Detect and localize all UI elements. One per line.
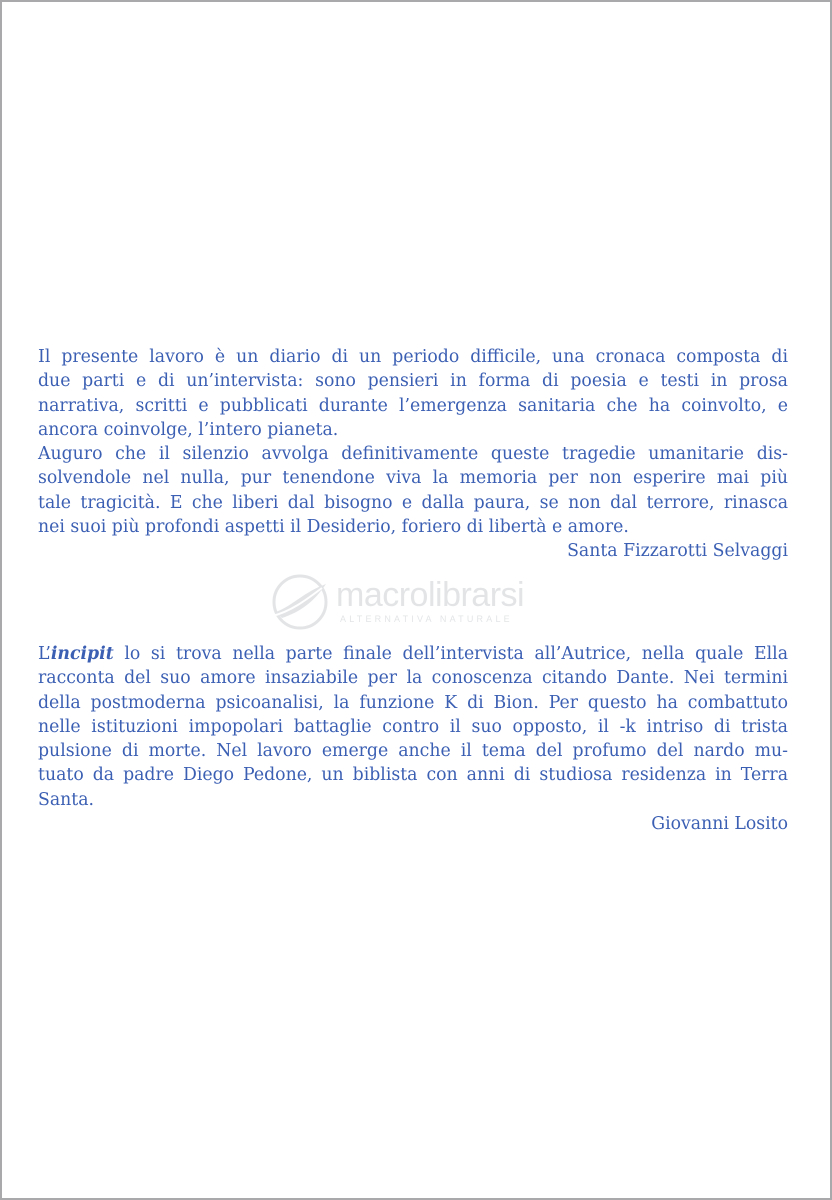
incipit-line-rest: lo si trova nella parte finale dell’intervista all’Autrice, nella quale Ella: [113, 644, 788, 664]
paragraph-2-line: solvendole nel nulla, pur tenendone viva la memoria per non esperire mai più: [38, 468, 788, 489]
watermark-tagline: ALTERNATIVA NATURALE: [340, 614, 513, 624]
paragraph-3-line: della postmoderna psicoanalisi, la funzione K di Bion. Per questo ha combattuto: [38, 692, 788, 713]
intro-text-block: [38, 345, 788, 564]
paragraph-1-line: ancora coinvolge, l’intero pianeta.: [38, 419, 339, 440]
paragraph-1-line: due parti e di un’intervista: sono pensieri in forma di poesia e testi in prosa: [38, 371, 788, 392]
paragraph-2-line: tale tragicità. E che liberi dal bisogno e dalla paura, se non dal terrore, rinasca: [38, 492, 788, 513]
watermark-name: macrolibrarsi: [336, 576, 525, 614]
author-signature-2: Giovanni Losito: [651, 814, 788, 835]
incipit-text-block: [38, 642, 788, 836]
paragraph-1-line: Il presente lavoro è un diario di un periodo difficile, una cronaca composta di: [38, 347, 788, 367]
paragraph-3-line: tuato da padre Diego Pedone, un biblista con anni di studiosa residenza in Terra: [38, 765, 788, 786]
paragraph-3-line: pulsione di morte. Nel lavoro emerge anche il tema del profumo del nardo mu-: [38, 741, 788, 762]
paragraph-3-line: nelle istituzioni impopolari battaglie contro il suo opposto, il -k intriso di trista: [38, 716, 788, 737]
paragraph-3-line: [38, 642, 788, 666]
paragraph-3-line: Santa.: [38, 789, 95, 810]
leaf-circle-icon: [270, 572, 332, 632]
paragraph-2-line: Auguro che il silenzio avvolga definitivamente queste tragedie umanitarie dis-: [38, 444, 788, 465]
author-signature-1: Santa Fizzarotti Selvaggi: [567, 541, 788, 562]
incipit-prefix: L’: [38, 644, 51, 664]
paragraph-3-line: racconta del suo amore insaziabile per la conoscenza citando Dante. Nei termini: [38, 668, 788, 689]
paragraph-1-line: narrativa, scritti e pubblicati durante l’emergenza sanitaria che ha coinvolto, e: [38, 395, 788, 416]
watermark-logo: [270, 572, 570, 632]
incipit-word: incipit: [50, 644, 114, 664]
paragraph-2-line: nei suoi più profondi aspetti il Desiderio, foriero di libertà e amore.: [38, 517, 629, 538]
